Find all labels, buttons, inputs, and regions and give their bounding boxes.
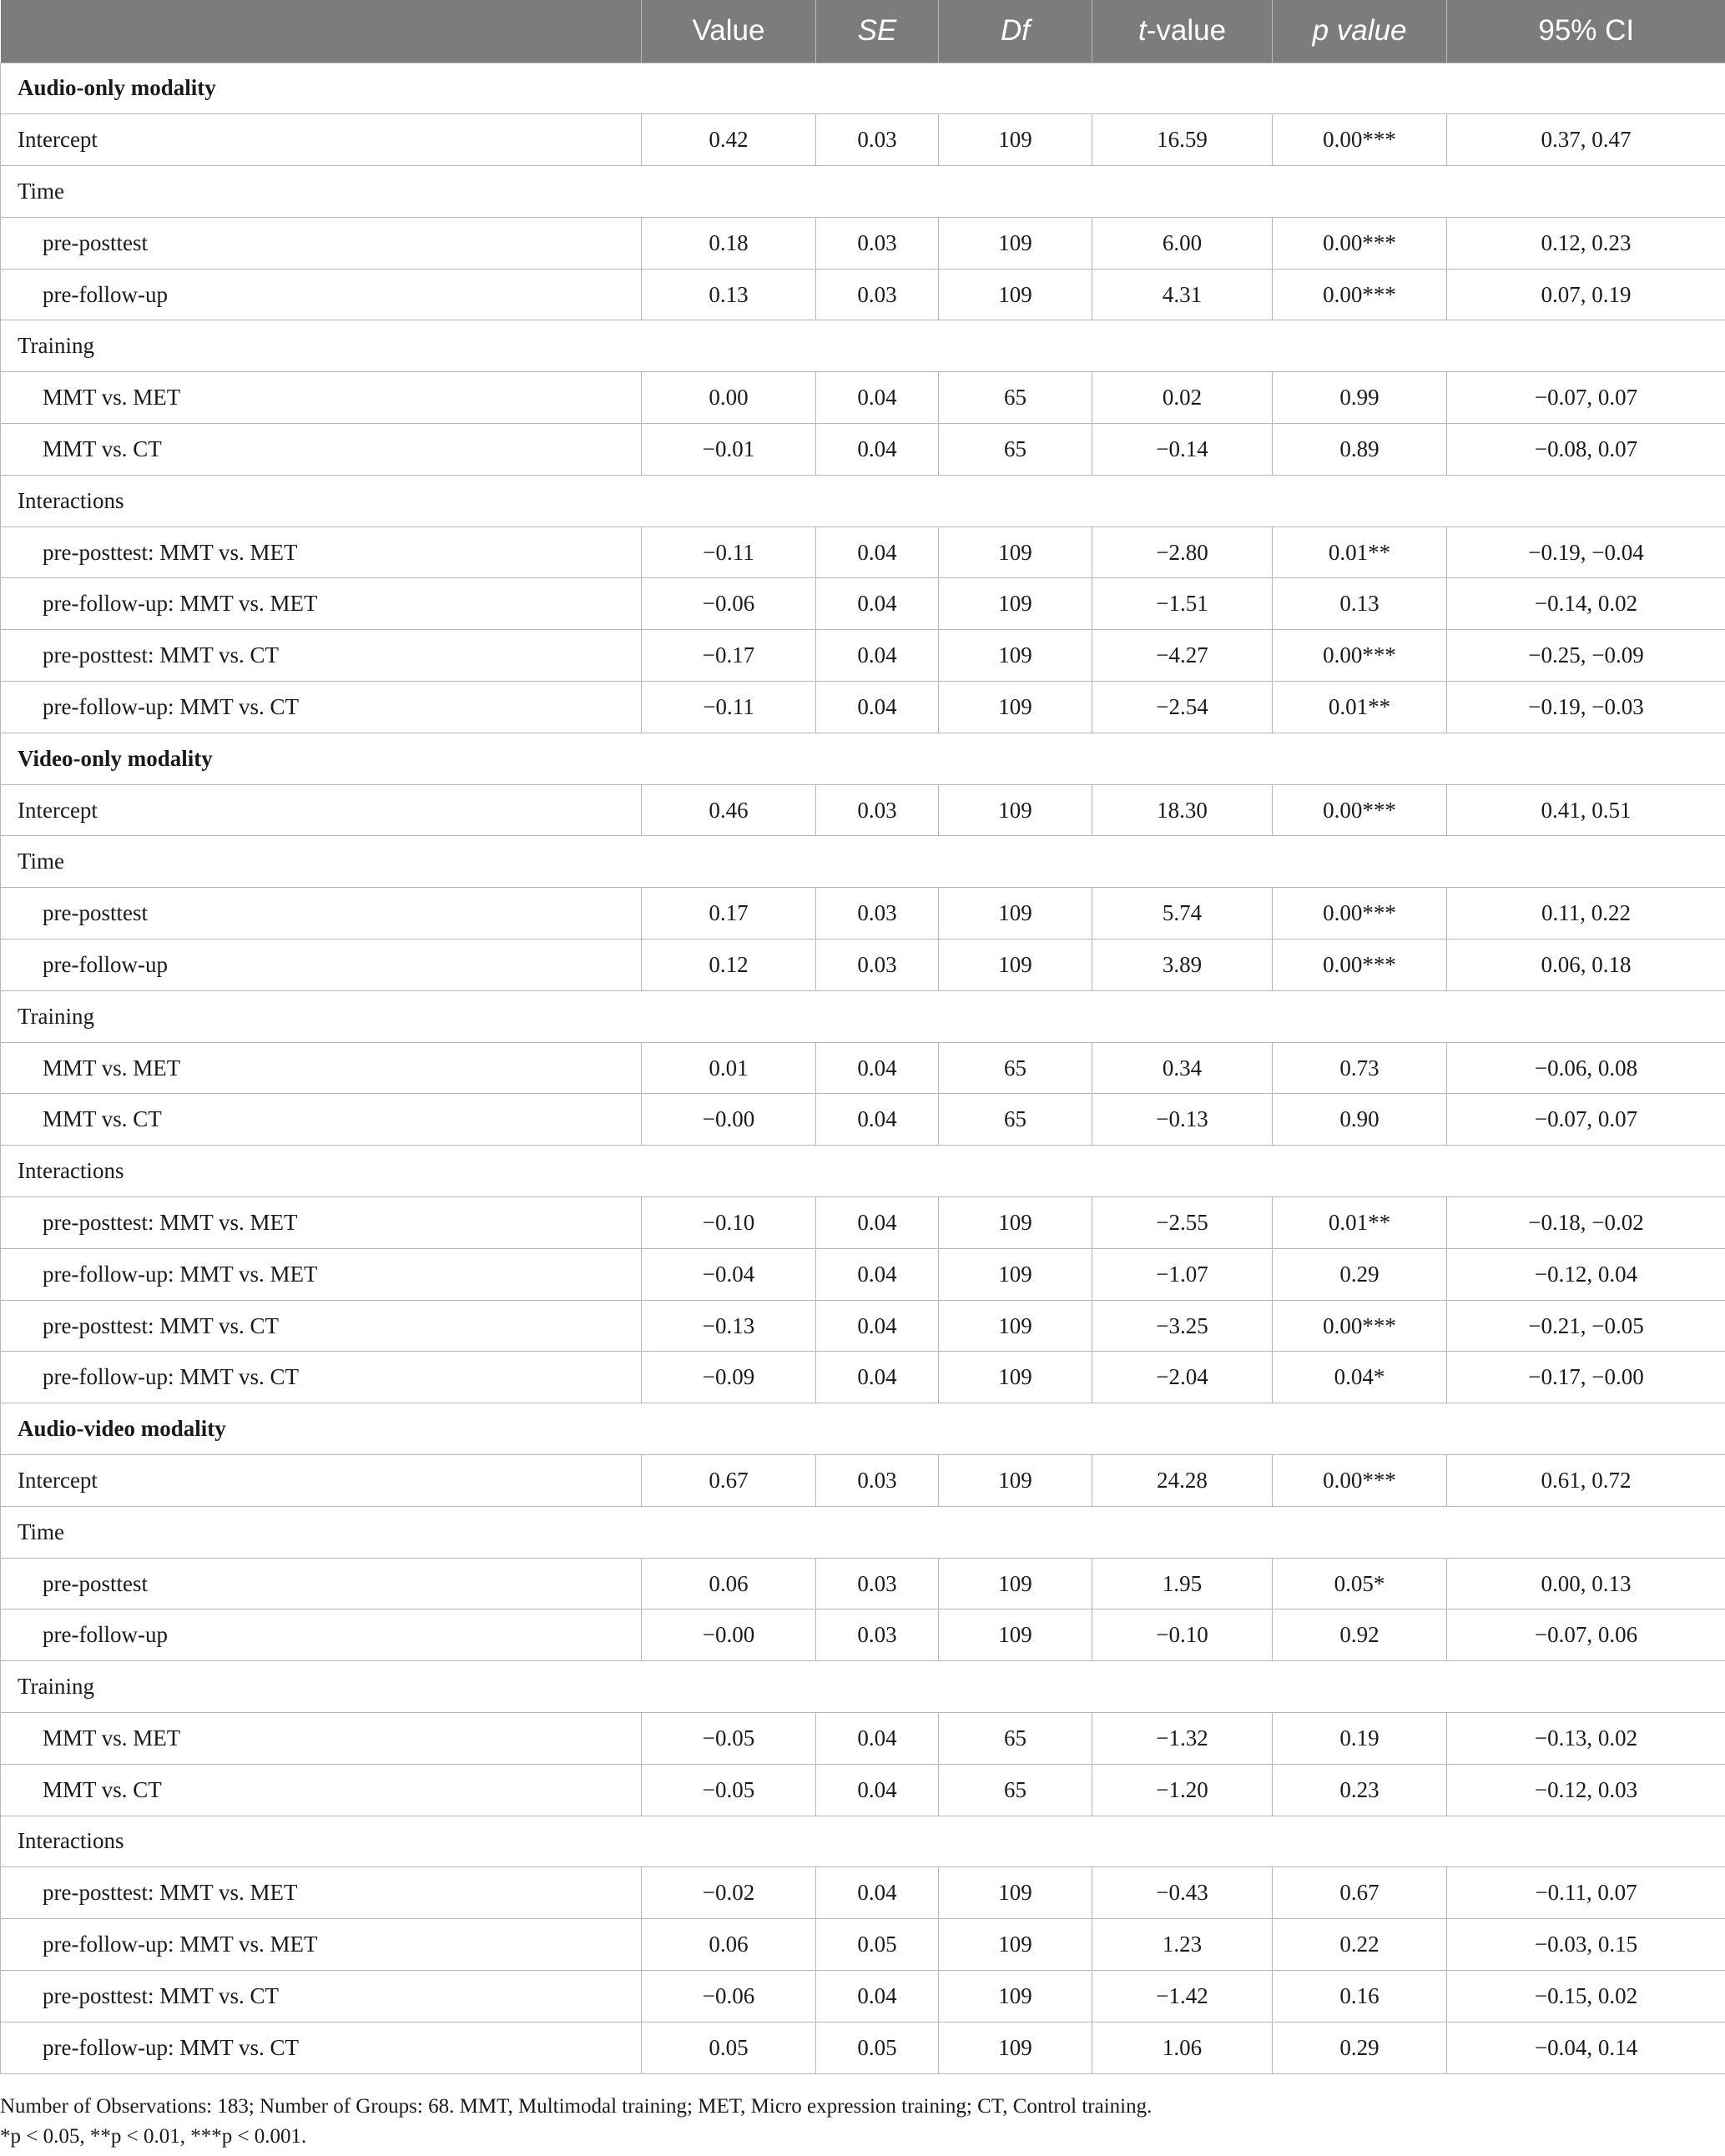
df-cell: 65 <box>939 1042 1092 1094</box>
t-value-cell: 0.34 <box>1092 1042 1273 1094</box>
se-cell: 0.05 <box>816 1919 939 1971</box>
row-label: pre-posttest: MMT vs. MET <box>1 1197 642 1249</box>
df-cell: 109 <box>939 888 1092 939</box>
value-cell: −0.00 <box>642 1609 816 1661</box>
se-cell: 0.03 <box>816 888 939 939</box>
header-se: SE <box>816 0 939 63</box>
group-label: Time <box>1 166 1725 218</box>
value-cell: −0.09 <box>642 1352 816 1403</box>
group-label: Training <box>1 320 1725 372</box>
value-cell: 0.13 <box>642 269 816 320</box>
ci-cell: 0.37, 0.47 <box>1447 114 1725 166</box>
table-body <box>1 63 1725 2073</box>
se-cell: 0.03 <box>816 939 939 991</box>
ci-cell: −0.12, 0.03 <box>1447 1764 1725 1816</box>
ci-cell: −0.21, −0.05 <box>1447 1300 1725 1352</box>
ci-cell: 0.41, 0.51 <box>1447 784 1725 836</box>
df-cell: 109 <box>939 1455 1092 1507</box>
se-cell: 0.04 <box>816 1300 939 1352</box>
value-cell: 0.67 <box>642 1455 816 1507</box>
p-value-cell: 0.16 <box>1273 1970 1447 2022</box>
p-value-cell: 0.00*** <box>1273 217 1447 269</box>
row-label: MMT vs. CT <box>1 1094 642 1146</box>
table-row <box>1 1764 1725 1816</box>
df-cell: 65 <box>939 1713 1092 1765</box>
table-row <box>1 578 1725 630</box>
row-label: pre-posttest: MMT vs. CT <box>1 630 642 682</box>
table-row <box>1 269 1725 320</box>
se-cell: 0.04 <box>816 682 939 733</box>
row-label: pre-posttest <box>1 888 642 939</box>
p-value-cell: 0.19 <box>1273 1713 1447 1765</box>
t-value-cell: 24.28 <box>1092 1455 1273 1507</box>
p-value-cell: 0.22 <box>1273 1919 1447 1971</box>
table-row <box>1 217 1725 269</box>
table-header <box>1 0 1725 63</box>
table-row <box>1 682 1725 733</box>
df-cell: 109 <box>939 1867 1092 1919</box>
ci-cell: −0.13, 0.02 <box>1447 1713 1725 1765</box>
row-label: pre-follow-up: MMT vs. CT <box>1 2022 642 2073</box>
ci-cell: −0.04, 0.14 <box>1447 2022 1725 2073</box>
se-cell: 0.04 <box>816 1713 939 1765</box>
header-t-value-italic-part: t <box>1137 14 1147 48</box>
t-value-cell: −1.07 <box>1092 1248 1273 1300</box>
group-row <box>1 990 1725 1042</box>
value-cell: 0.05 <box>642 2022 816 2073</box>
header-df: Df <box>939 0 1092 63</box>
ci-cell: −0.19, −0.04 <box>1447 526 1725 578</box>
value-cell: −0.02 <box>642 1867 816 1919</box>
section-row <box>1 1403 1725 1455</box>
ci-cell: −0.06, 0.08 <box>1447 1042 1725 1094</box>
p-value-cell: 0.00*** <box>1273 269 1447 320</box>
row-label: pre-follow-up: MMT vs. MET <box>1 1919 642 1971</box>
p-value-cell: 0.05* <box>1273 1558 1447 1609</box>
p-value-cell: 0.67 <box>1273 1867 1447 1919</box>
se-cell: 0.04 <box>816 372 939 424</box>
row-label: pre-follow-up <box>1 269 642 320</box>
value-cell: 0.17 <box>642 888 816 939</box>
group-row <box>1 166 1725 218</box>
row-label: pre-posttest: MMT vs. MET <box>1 526 642 578</box>
p-value-cell: 0.00*** <box>1273 1455 1447 1507</box>
se-cell: 0.05 <box>816 2022 939 2073</box>
p-value-cell: 0.29 <box>1273 1248 1447 1300</box>
ci-cell: 0.06, 0.18 <box>1447 939 1725 991</box>
df-cell: 109 <box>939 114 1092 166</box>
group-label: Interactions <box>1 1146 1725 1197</box>
header-label <box>1 0 642 63</box>
value-cell: 0.06 <box>642 1919 816 1971</box>
se-cell: 0.04 <box>816 424 939 476</box>
table-row <box>1 888 1725 939</box>
p-value-cell: 0.89 <box>1273 424 1447 476</box>
t-value-cell: −3.25 <box>1092 1300 1273 1352</box>
table-row <box>1 1919 1725 1971</box>
value-cell: −0.00 <box>642 1094 816 1146</box>
se-cell: 0.03 <box>816 1455 939 1507</box>
p-value-cell: 0.00*** <box>1273 114 1447 166</box>
df-cell: 109 <box>939 578 1092 630</box>
row-label: pre-posttest: MMT vs. CT <box>1 1970 642 2022</box>
p-value-cell: 0.92 <box>1273 1609 1447 1661</box>
ci-cell: −0.07, 0.07 <box>1447 1094 1725 1146</box>
se-cell: 0.04 <box>816 526 939 578</box>
section-row <box>1 63 1725 114</box>
section-title: Audio-only modality <box>1 63 1725 114</box>
section-row <box>1 733 1725 784</box>
t-value-cell: −2.04 <box>1092 1352 1273 1403</box>
row-label: Intercept <box>1 1455 642 1507</box>
group-row <box>1 1816 1725 1867</box>
p-value-cell: 0.01** <box>1273 526 1447 578</box>
p-value-cell: 0.00*** <box>1273 888 1447 939</box>
se-cell: 0.03 <box>816 1558 939 1609</box>
value-cell: 0.42 <box>642 114 816 166</box>
t-value-cell: −1.32 <box>1092 1713 1273 1765</box>
value-cell: 0.12 <box>642 939 816 991</box>
ci-cell: 0.12, 0.23 <box>1447 217 1725 269</box>
ci-cell: −0.25, −0.09 <box>1447 630 1725 682</box>
table-row <box>1 1094 1725 1146</box>
ci-cell: −0.07, 0.06 <box>1447 1609 1725 1661</box>
se-cell: 0.04 <box>816 1970 939 2022</box>
df-cell: 109 <box>939 1300 1092 1352</box>
header-row <box>1 0 1725 63</box>
se-cell: 0.03 <box>816 269 939 320</box>
table-row <box>1 1352 1725 1403</box>
value-cell: −0.17 <box>642 630 816 682</box>
section-title: Audio-video modality <box>1 1403 1725 1455</box>
value-cell: −0.05 <box>642 1764 816 1816</box>
p-value-cell: 0.00*** <box>1273 784 1447 836</box>
p-value-cell: 0.00*** <box>1273 1300 1447 1352</box>
group-label: Training <box>1 1661 1725 1713</box>
table-row <box>1 372 1725 424</box>
group-label: Interactions <box>1 1816 1725 1867</box>
table-row <box>1 526 1725 578</box>
df-cell: 109 <box>939 1352 1092 1403</box>
t-value-cell: −2.55 <box>1092 1197 1273 1249</box>
t-value-cell: −4.27 <box>1092 630 1273 682</box>
p-value-cell: 0.01** <box>1273 1197 1447 1249</box>
row-label: pre-posttest: MMT vs. MET <box>1 1867 642 1919</box>
p-value-cell: 0.73 <box>1273 1042 1447 1094</box>
ci-cell: −0.07, 0.07 <box>1447 372 1725 424</box>
t-value-cell: 1.06 <box>1092 2022 1273 2073</box>
ci-cell: 0.61, 0.72 <box>1447 1455 1725 1507</box>
table-row <box>1 424 1725 476</box>
value-cell: 0.18 <box>642 217 816 269</box>
row-label: MMT vs. MET <box>1 1042 642 1094</box>
t-value-cell: −1.42 <box>1092 1970 1273 2022</box>
group-row <box>1 836 1725 888</box>
group-row <box>1 1506 1725 1558</box>
table-footnotes <box>0 2092 1725 2152</box>
row-label: pre-posttest <box>1 1558 642 1609</box>
df-cell: 109 <box>939 784 1092 836</box>
row-label: pre-posttest <box>1 217 642 269</box>
t-value-cell: −0.10 <box>1092 1609 1273 1661</box>
t-value-cell: 16.59 <box>1092 114 1273 166</box>
table-row <box>1 1197 1725 1249</box>
df-cell: 65 <box>939 1094 1092 1146</box>
ci-cell: −0.15, 0.02 <box>1447 1970 1725 2022</box>
table-row <box>1 1970 1725 2022</box>
t-value-cell: −2.80 <box>1092 526 1273 578</box>
row-label: MMT vs. MET <box>1 372 642 424</box>
row-label: Intercept <box>1 114 642 166</box>
df-cell: 109 <box>939 1197 1092 1249</box>
t-value-cell: −2.54 <box>1092 682 1273 733</box>
se-cell: 0.03 <box>816 784 939 836</box>
p-value-cell: 0.01** <box>1273 682 1447 733</box>
table-row <box>1 939 1725 991</box>
t-value-cell: −0.13 <box>1092 1094 1273 1146</box>
se-cell: 0.04 <box>816 630 939 682</box>
group-label: Time <box>1 1506 1725 1558</box>
value-cell: 0.46 <box>642 784 816 836</box>
table-row <box>1 1455 1725 1507</box>
header-ci: 95% CI <box>1447 0 1725 63</box>
df-cell: 109 <box>939 939 1092 991</box>
df-cell: 109 <box>939 682 1092 733</box>
t-value-cell: 0.02 <box>1092 372 1273 424</box>
ci-cell: −0.03, 0.15 <box>1447 1919 1725 1971</box>
value-cell: −0.06 <box>642 1970 816 2022</box>
row-label: pre-follow-up: MMT vs. MET <box>1 578 642 630</box>
t-value-cell: 4.31 <box>1092 269 1273 320</box>
se-cell: 0.04 <box>816 1042 939 1094</box>
row-label: pre-follow-up: MMT vs. CT <box>1 682 642 733</box>
row-label: pre-posttest: MMT vs. CT <box>1 1300 642 1352</box>
ci-cell: 0.11, 0.22 <box>1447 888 1725 939</box>
se-cell: 0.04 <box>816 1764 939 1816</box>
se-cell: 0.04 <box>816 1197 939 1249</box>
group-row <box>1 1146 1725 1197</box>
p-value-cell: 0.00*** <box>1273 630 1447 682</box>
df-cell: 109 <box>939 1248 1092 1300</box>
se-cell: 0.03 <box>816 217 939 269</box>
table-row <box>1 1609 1725 1661</box>
t-value-cell: 1.23 <box>1092 1919 1273 1971</box>
value-cell: 0.00 <box>642 372 816 424</box>
table-row <box>1 1558 1725 1609</box>
row-label: MMT vs. CT <box>1 424 642 476</box>
group-row <box>1 475 1725 526</box>
ci-cell: −0.17, −0.00 <box>1447 1352 1725 1403</box>
row-label: Intercept <box>1 784 642 836</box>
footnote-significance: *p < 0.05, **p < 0.01, ***p < 0.001. <box>0 2125 307 2148</box>
p-value-cell: 0.99 <box>1273 372 1447 424</box>
t-value-cell: −1.20 <box>1092 1764 1273 1816</box>
p-value-cell: 0.23 <box>1273 1764 1447 1816</box>
table-row <box>1 1300 1725 1352</box>
p-value-cell: 0.29 <box>1273 2022 1447 2073</box>
value-cell: −0.13 <box>642 1300 816 1352</box>
value-cell: −0.10 <box>642 1197 816 1249</box>
se-cell: 0.04 <box>816 1352 939 1403</box>
t-value-cell: 6.00 <box>1092 217 1273 269</box>
ci-cell: 0.00, 0.13 <box>1447 1558 1725 1609</box>
t-value-cell: 5.74 <box>1092 888 1273 939</box>
df-cell: 65 <box>939 372 1092 424</box>
df-cell: 109 <box>939 1970 1092 2022</box>
table-row <box>1 1042 1725 1094</box>
value-cell: −0.04 <box>642 1248 816 1300</box>
value-cell: −0.11 <box>642 526 816 578</box>
group-label: Training <box>1 990 1725 1042</box>
t-value-cell: 3.89 <box>1092 939 1273 991</box>
table-row <box>1 784 1725 836</box>
se-cell: 0.03 <box>816 114 939 166</box>
ci-cell: −0.11, 0.07 <box>1447 1867 1725 1919</box>
df-cell: 65 <box>939 1764 1092 1816</box>
group-label: Time <box>1 836 1725 888</box>
p-value-cell: 0.13 <box>1273 578 1447 630</box>
row-label: MMT vs. MET <box>1 1713 642 1765</box>
ci-cell: −0.18, −0.02 <box>1447 1197 1725 1249</box>
row-label: pre-follow-up: MMT vs. CT <box>1 1352 642 1403</box>
df-cell: 109 <box>939 526 1092 578</box>
ci-cell: −0.08, 0.07 <box>1447 424 1725 476</box>
value-cell: −0.11 <box>642 682 816 733</box>
row-label: MMT vs. CT <box>1 1764 642 1816</box>
table-row <box>1 1713 1725 1765</box>
header-t-value <box>1092 0 1273 63</box>
ci-cell: 0.07, 0.19 <box>1447 269 1725 320</box>
value-cell: −0.05 <box>642 1713 816 1765</box>
row-label: pre-follow-up <box>1 1609 642 1661</box>
se-cell: 0.04 <box>816 1094 939 1146</box>
df-cell: 109 <box>939 269 1092 320</box>
df-cell: 109 <box>939 630 1092 682</box>
header-p-value: p value <box>1273 0 1447 63</box>
ci-cell: −0.12, 0.04 <box>1447 1248 1725 1300</box>
table-row <box>1 114 1725 166</box>
t-value-cell: 1.95 <box>1092 1558 1273 1609</box>
row-label: pre-follow-up <box>1 939 642 991</box>
t-value-cell: −0.43 <box>1092 1867 1273 1919</box>
value-cell: 0.06 <box>642 1558 816 1609</box>
p-value-cell: 0.04* <box>1273 1352 1447 1403</box>
ci-cell: −0.14, 0.02 <box>1447 578 1725 630</box>
header-value: Value <box>642 0 816 63</box>
t-value-cell: −1.51 <box>1092 578 1273 630</box>
df-cell: 109 <box>939 1558 1092 1609</box>
table-row <box>1 630 1725 682</box>
ci-cell: −0.19, −0.03 <box>1447 682 1725 733</box>
df-cell: 109 <box>939 217 1092 269</box>
t-value-cell: −0.14 <box>1092 424 1273 476</box>
se-cell: 0.03 <box>816 1609 939 1661</box>
value-cell: −0.01 <box>642 424 816 476</box>
p-value-cell: 0.00*** <box>1273 939 1447 991</box>
group-label: Interactions <box>1 475 1725 526</box>
table-row <box>1 2022 1725 2073</box>
se-cell: 0.04 <box>816 1248 939 1300</box>
value-cell: 0.01 <box>642 1042 816 1094</box>
df-cell: 109 <box>939 1609 1092 1661</box>
p-value-cell: 0.90 <box>1273 1094 1447 1146</box>
df-cell: 109 <box>939 1919 1092 1971</box>
header-t-value-rest: -value <box>1146 14 1227 48</box>
se-cell: 0.04 <box>816 1867 939 1919</box>
footnote-observations: Number of Observations: 183; Number of Groups: 68. MMT, Multimodal training; MET, Micro expression training; CT, Control training. <box>0 2095 1153 2118</box>
df-cell: 109 <box>939 2022 1092 2073</box>
table-row <box>1 1867 1725 1919</box>
se-cell: 0.04 <box>816 578 939 630</box>
section-title: Video-only modality <box>1 733 1725 784</box>
group-row <box>1 320 1725 372</box>
group-row <box>1 1661 1725 1713</box>
value-cell: −0.06 <box>642 578 816 630</box>
row-label: pre-follow-up: MMT vs. MET <box>1 1248 642 1300</box>
t-value-cell: 18.30 <box>1092 784 1273 836</box>
table-row <box>1 1248 1725 1300</box>
df-cell: 65 <box>939 424 1092 476</box>
